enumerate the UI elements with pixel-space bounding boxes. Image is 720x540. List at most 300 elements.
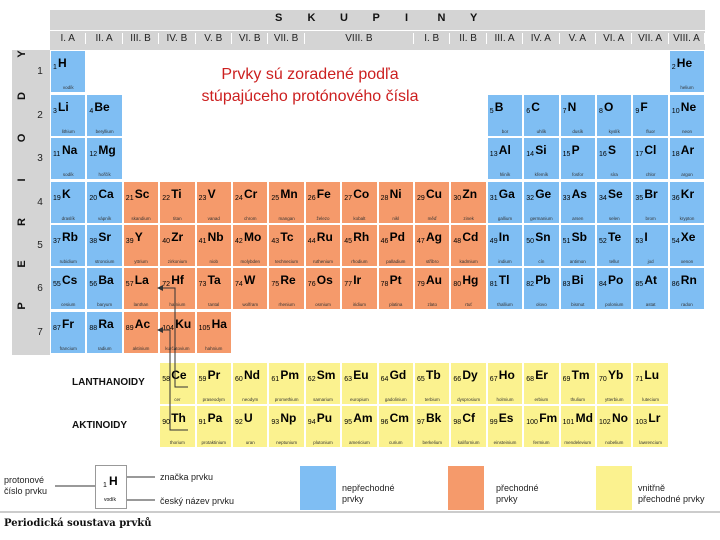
element-cell <box>669 50 705 93</box>
element-name: gallium <box>497 216 513 221</box>
element-name: osmium <box>315 302 331 307</box>
element-name: molybden <box>240 259 260 264</box>
element-number: 8 <box>599 108 603 115</box>
periods-title-letter: E <box>16 260 28 268</box>
element-cell <box>378 405 414 448</box>
element-symbol: Yb <box>608 368 624 382</box>
element-cell <box>414 181 450 224</box>
element-cell <box>232 362 268 405</box>
element-symbol: H <box>58 56 67 70</box>
element-symbol: Re <box>280 273 296 287</box>
element-symbol: Tl <box>498 273 510 287</box>
group-label: VI. A <box>596 33 632 44</box>
element-symbol: Mn <box>280 187 298 201</box>
element-cell <box>86 224 122 267</box>
element-symbol: Gd <box>389 368 407 382</box>
element-name: cer <box>174 397 181 402</box>
element-number: 70 <box>599 376 607 383</box>
element-name: hořčík <box>98 172 111 177</box>
element-number: 13 <box>489 151 498 158</box>
element-symbol: Ar <box>680 143 695 157</box>
element-cell <box>669 267 705 310</box>
element-name: kobalt <box>353 216 366 221</box>
element-symbol: Pa <box>207 411 223 425</box>
element-name: lawrencium <box>639 440 662 445</box>
element-symbol: Np <box>280 411 297 425</box>
element-number: 85 <box>635 281 644 288</box>
periods-title-letter: Y <box>16 50 28 58</box>
element-name: yttrium <box>134 259 148 264</box>
element-number: 3 <box>53 108 57 115</box>
group-label: III. B <box>123 33 159 44</box>
element-name: bismut <box>571 302 585 307</box>
legend-sample-symbol: H <box>109 474 118 488</box>
element-cell <box>596 224 632 267</box>
element-name: francium <box>59 346 77 351</box>
footer-caption: Periodická soustava prvků <box>4 518 152 529</box>
periods-title-letter: P <box>16 302 28 310</box>
element-symbol: Fr <box>62 317 74 331</box>
periods-title-letter: I <box>16 178 28 182</box>
element-number: 105 <box>198 325 211 332</box>
element-name: draslík <box>61 216 75 221</box>
element-cell <box>305 267 341 310</box>
element-name: ytterbium <box>604 397 624 402</box>
period-number: 1 <box>37 66 43 77</box>
element-symbol: Rh <box>353 230 370 244</box>
element-cell <box>50 267 86 310</box>
element-name: lutecium <box>642 397 659 402</box>
element-cell <box>669 181 705 224</box>
legend-name-label: český název prvku <box>160 496 235 506</box>
element-number: 56 <box>89 281 98 288</box>
element-symbol: Sn <box>535 230 551 244</box>
element-name: fermium <box>533 440 550 445</box>
element-cell <box>596 362 632 405</box>
element-cell <box>450 267 486 310</box>
element-name: dysprosium <box>457 397 481 402</box>
element-name: brom <box>645 216 656 221</box>
element-name: thorium <box>169 440 185 445</box>
element-cell <box>159 311 195 354</box>
element-symbol: K <box>62 187 71 201</box>
element-cell <box>196 311 232 354</box>
element-name: nikl <box>392 216 400 221</box>
period-number: 3 <box>37 153 43 164</box>
element-cell <box>232 181 268 224</box>
element-name: holmium <box>496 397 514 402</box>
element-number: 26 <box>307 195 316 202</box>
element-cell <box>523 405 559 448</box>
element-number: 47 <box>417 238 425 245</box>
element-cell <box>159 181 195 224</box>
element-cell <box>632 362 668 405</box>
element-name: zlato <box>427 302 437 307</box>
annotation-line-1: Prvky sú zoradené podľa <box>221 66 399 83</box>
element-cell <box>596 267 632 310</box>
element-number: 68 <box>526 376 534 383</box>
element-number: 104 <box>162 325 174 332</box>
element-number: 60 <box>235 376 243 383</box>
element-cell <box>414 405 450 448</box>
element-cell <box>378 267 414 310</box>
legend-sample-cell <box>95 465 127 509</box>
element-number: 48 <box>453 238 462 245</box>
element-symbol: Cf <box>462 411 476 425</box>
element-name: olovo <box>536 302 547 307</box>
element-name: aktinium <box>132 346 150 351</box>
element-cell <box>159 362 195 405</box>
element-name: uhlík <box>536 129 547 134</box>
element-symbol: I <box>644 230 648 244</box>
element-number: 4 <box>89 108 94 115</box>
element-number: 81 <box>489 281 498 288</box>
element-cell <box>560 94 596 137</box>
element-name: titan <box>173 216 182 221</box>
element-name: indium <box>498 259 512 264</box>
element-symbol: Te <box>608 230 622 244</box>
element-number: 95 <box>344 419 352 426</box>
element-number: 30 <box>453 195 462 202</box>
period-number: 2 <box>37 110 43 121</box>
element-cell <box>196 362 232 405</box>
element-cell <box>669 224 705 267</box>
element-symbol: Si <box>535 143 547 157</box>
element-cell <box>196 224 232 267</box>
element-name: americium <box>349 440 370 445</box>
element-symbol: F <box>640 100 648 114</box>
element-number: 103 <box>635 419 648 426</box>
group-label: V. A <box>560 33 596 44</box>
element-symbol: Tb <box>426 368 441 382</box>
swatch-nontransition <box>300 466 336 510</box>
element-name: beryllium <box>95 129 114 134</box>
element-symbol: V <box>207 187 216 201</box>
element-cell <box>50 311 86 354</box>
element-cell <box>305 405 341 448</box>
element-symbol: Tm <box>571 368 590 382</box>
element-cell <box>196 405 232 448</box>
element-number: 74 <box>235 281 243 288</box>
element-cell <box>414 224 450 267</box>
element-symbol: Pm <box>280 368 300 382</box>
element-symbol: Am <box>353 411 373 425</box>
element-symbol: Cu <box>426 187 442 201</box>
actinoids-label: AKTINOIDY <box>72 420 127 431</box>
period-number: 5 <box>37 240 43 251</box>
element-name: selen <box>608 216 620 221</box>
element-number: 9 <box>635 108 640 115</box>
element-name: gadolinium <box>384 397 407 402</box>
periods-title-letter: R <box>16 218 28 226</box>
element-number: 33 <box>562 195 571 202</box>
element-number: 91 <box>198 419 207 426</box>
element-symbol: Ni <box>389 187 402 201</box>
element-name: neon <box>681 129 692 134</box>
element-symbol: Lu <box>644 368 660 382</box>
element-number: 6 <box>526 108 531 115</box>
element-cell <box>487 94 523 137</box>
element-symbol: Ca <box>98 187 114 201</box>
element-cell <box>196 181 232 224</box>
group-label: VIII. A <box>669 33 705 44</box>
element-number: 88 <box>89 325 98 332</box>
element-symbol: Tc <box>280 230 294 244</box>
element-name: xenon <box>680 259 694 264</box>
element-name: polonium <box>605 302 624 307</box>
element-symbol: Ru <box>316 230 333 244</box>
element-number: 2 <box>671 64 676 71</box>
element-number: 29 <box>417 195 425 202</box>
element-number: 41 <box>198 238 207 245</box>
element-cell <box>596 181 632 224</box>
element-cell <box>632 224 668 267</box>
element-name: promethium <box>274 397 299 402</box>
element-cell <box>341 405 377 448</box>
element-number: 23 <box>198 195 207 202</box>
element-cell <box>159 267 195 310</box>
element-symbol: Ce <box>171 368 187 382</box>
element-cell <box>50 224 86 267</box>
element-number: 83 <box>562 281 571 288</box>
element-name: kyslík <box>608 129 620 134</box>
element-number: 19 <box>53 195 61 202</box>
element-name: niob <box>209 259 219 264</box>
element-symbol: Pb <box>535 273 551 287</box>
element-cell <box>268 224 304 267</box>
element-cell <box>159 405 195 448</box>
groups-title-letter: U <box>340 12 348 24</box>
element-cell <box>123 311 159 354</box>
element-cell <box>560 224 596 267</box>
element-name: vápník <box>97 216 112 221</box>
legend-inner-transition: vnitřně přechodné prvky <box>638 483 705 504</box>
element-name: erbium <box>534 397 549 402</box>
legend-sample-number: 1 <box>103 482 107 489</box>
element-symbol: At <box>644 273 658 287</box>
element-number: 55 <box>53 281 61 288</box>
element-name: síra <box>610 172 618 177</box>
element-symbol: Ag <box>426 230 442 244</box>
element-symbol: Pu <box>316 411 333 425</box>
element-symbol: Y <box>134 230 143 244</box>
element-number: 97 <box>417 419 425 426</box>
legend-transition: přechodné prvky <box>496 483 539 504</box>
element-symbol: Be <box>94 100 110 114</box>
element-number: 18 <box>671 151 680 158</box>
element-symbol: Pr <box>207 368 221 382</box>
element-number: 99 <box>489 419 498 426</box>
groups-title-letter: Y <box>470 12 478 24</box>
element-number: 79 <box>417 281 425 288</box>
element-cell <box>232 405 268 448</box>
group-label: VI. B <box>232 33 268 44</box>
element-name: rubidium <box>59 259 77 264</box>
element-symbol: Cd <box>462 230 479 244</box>
element-name: tantal <box>208 302 220 307</box>
element-number: 46 <box>380 238 389 245</box>
element-symbol: Cl <box>644 143 657 157</box>
annotation-text <box>150 64 470 108</box>
element-symbol: Os <box>316 273 333 287</box>
element-name: wolfram <box>242 302 259 307</box>
groups-title-letter: K <box>307 12 316 24</box>
element-cell <box>523 137 559 180</box>
element-cell <box>632 94 668 137</box>
element-symbol: Ir <box>353 273 362 287</box>
element-cell <box>487 181 523 224</box>
element-symbol: Al <box>498 143 511 157</box>
element-cell <box>86 311 122 354</box>
element-cell <box>86 137 122 180</box>
element-cell <box>596 137 632 180</box>
element-name: berkelium <box>422 440 442 445</box>
element-name: cín <box>538 259 545 264</box>
element-cell <box>487 405 523 448</box>
element-symbol: Nd <box>244 368 260 382</box>
element-number: 78 <box>380 281 389 288</box>
element-symbol: In <box>498 230 510 244</box>
element-symbol: Fm <box>539 411 558 425</box>
element-name: vanad <box>207 216 220 221</box>
element-name: protaktinium <box>201 440 227 445</box>
element-number: 69 <box>562 376 571 383</box>
element-number: 93 <box>271 419 280 426</box>
element-cell <box>378 224 414 267</box>
element-name: europium <box>350 397 369 402</box>
element-cell <box>632 267 668 310</box>
element-name: iridium <box>352 302 367 307</box>
element-number: 36 <box>671 195 680 202</box>
element-name: hahnium <box>205 346 223 351</box>
element-name: mangan <box>278 216 295 221</box>
element-symbol: U <box>244 411 253 425</box>
element-name: antimon <box>569 259 586 264</box>
element-symbol: Zr <box>171 230 184 244</box>
element-symbol: Ti <box>171 187 182 201</box>
element-number: 1 <box>53 64 57 71</box>
element-symbol: Bk <box>426 411 442 425</box>
element-cell <box>596 94 632 137</box>
element-name: radon <box>681 302 693 307</box>
element-cell <box>341 224 377 267</box>
element-symbol: Ta <box>207 273 221 287</box>
element-name: kalifornium <box>457 440 480 445</box>
element-name: astat <box>645 302 656 307</box>
element-cell <box>268 181 304 224</box>
group-label: VIII. B <box>305 33 414 44</box>
element-symbol: Rn <box>680 273 697 287</box>
element-number: 14 <box>526 151 534 158</box>
element-cell <box>123 267 159 310</box>
element-name: lanthan <box>133 302 149 307</box>
legend-proton-number: protonové číslo prvku <box>4 475 48 496</box>
element-symbol: Ac <box>134 317 151 331</box>
element-symbol: No <box>612 411 628 425</box>
element-symbol: Hf <box>171 273 184 287</box>
period-number: 4 <box>37 197 43 208</box>
element-cell <box>669 137 705 180</box>
element-name: nobelium <box>605 440 624 445</box>
element-number: 35 <box>635 195 644 202</box>
element-symbol: Au <box>426 273 442 287</box>
element-number: 80 <box>453 281 462 288</box>
element-symbol: Na <box>62 143 78 157</box>
element-cell <box>341 181 377 224</box>
element-cell <box>596 405 632 448</box>
element-symbol: Md <box>575 411 593 425</box>
group-label: V. B <box>196 33 232 44</box>
lanthanoids-label: LANTHANOIDY <box>72 377 145 388</box>
element-name: vodík <box>62 85 74 90</box>
element-symbol: La <box>134 273 149 287</box>
element-name: praseodym <box>202 397 225 402</box>
element-number: 61 <box>271 376 280 383</box>
element-name: krypton <box>679 216 695 221</box>
element-symbol: Mo <box>244 230 262 244</box>
group-label: II. A <box>86 33 122 44</box>
groups-title-letter: N <box>437 12 446 24</box>
element-name: skandium <box>131 216 151 221</box>
element-symbol: Fe <box>316 187 331 201</box>
element-symbol: Ba <box>98 273 114 287</box>
element-number: 22 <box>162 195 170 202</box>
element-name: argon <box>681 172 693 177</box>
element-number: 82 <box>526 281 534 288</box>
element-name: dusík <box>572 129 584 134</box>
element-number: 21 <box>125 195 134 202</box>
element-name: zirkonium <box>167 259 188 264</box>
swatch-transition <box>448 466 484 510</box>
element-symbol: Kr <box>680 187 695 201</box>
element-cell <box>560 137 596 180</box>
element-cell <box>632 137 668 180</box>
element-name: kurčatovium <box>165 346 190 351</box>
group-label: III. A <box>487 33 523 44</box>
element-symbol: Ha <box>211 317 227 331</box>
element-number: 59 <box>198 376 207 383</box>
element-symbol: Ra <box>98 317 114 331</box>
legend-nontransition: nepřechodné prvky <box>342 483 395 504</box>
element-number: 45 <box>344 238 352 245</box>
element-symbol: C <box>531 100 540 114</box>
element-symbol: Hg <box>462 273 479 287</box>
element-symbol: Bi <box>571 273 584 287</box>
element-symbol: Cr <box>244 187 258 201</box>
element-number: 73 <box>198 281 207 288</box>
element-symbol: Pd <box>389 230 405 244</box>
element-name: helium <box>680 85 694 90</box>
element-number: 37 <box>53 238 61 245</box>
element-name: bor <box>501 129 509 134</box>
element-cell <box>450 224 486 267</box>
element-cell <box>50 137 86 180</box>
element-name: radium <box>97 346 112 351</box>
element-cell <box>523 224 559 267</box>
element-number: 49 <box>489 238 498 245</box>
element-symbol: Eu <box>353 368 369 382</box>
element-symbol: Dy <box>462 368 478 382</box>
element-cell <box>487 267 523 310</box>
element-name: stříbro <box>425 259 439 264</box>
element-cell <box>414 267 450 310</box>
element-number: 11 <box>53 151 61 158</box>
element-cell <box>86 267 122 310</box>
element-name: einsteinium <box>493 440 517 445</box>
element-cell <box>50 94 86 137</box>
element-symbol: B <box>494 100 504 114</box>
element-number: 20 <box>89 195 98 202</box>
